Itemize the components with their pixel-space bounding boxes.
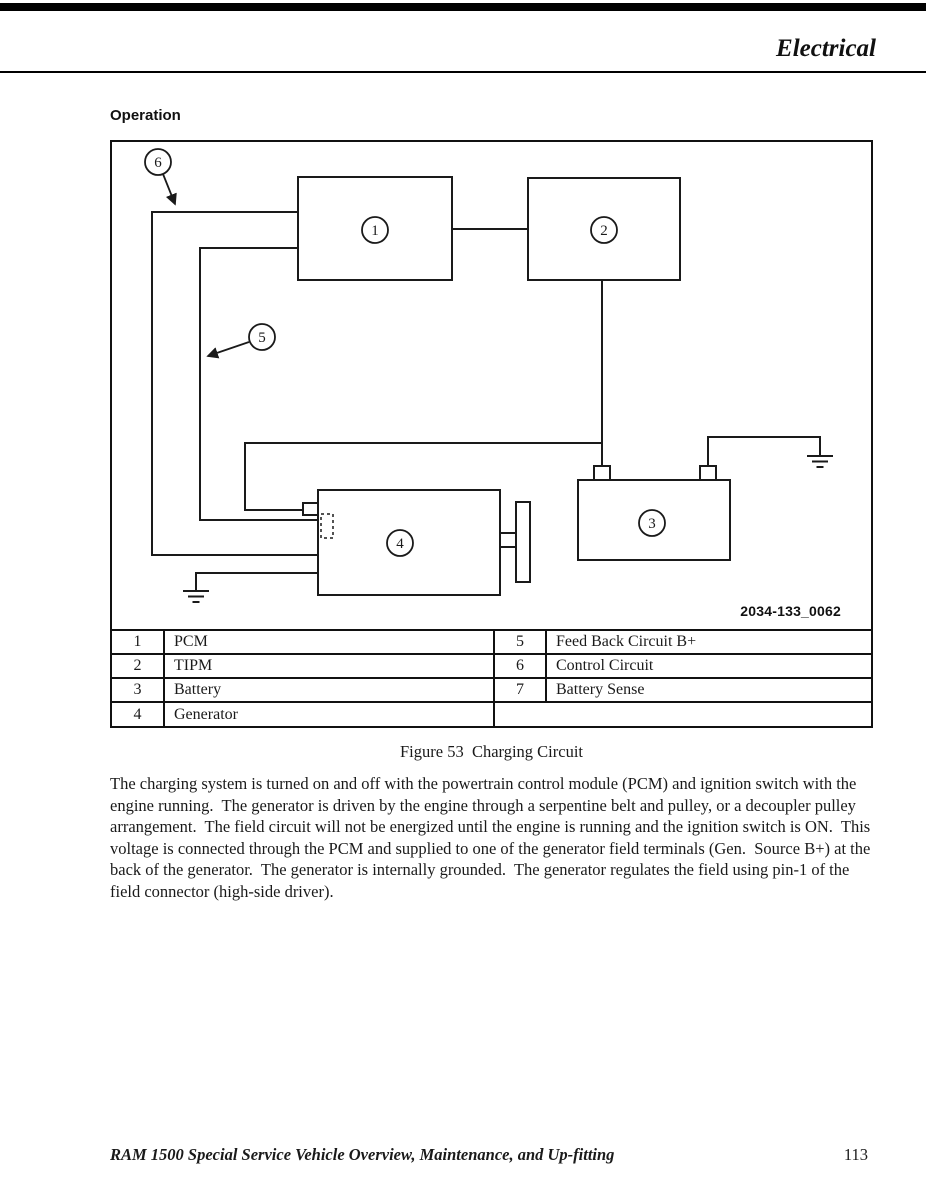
legend-num: 2 — [112, 654, 164, 678]
legend-row — [112, 678, 871, 702]
footer-title: RAM 1500 Special Service Vehicle Overview, Maintenance, and Up-fitting — [110, 1145, 615, 1164]
legend-label: Control Circuit — [546, 654, 871, 678]
ground-symbol-right — [807, 456, 833, 467]
charging-circuit-diagram — [112, 142, 871, 629]
legend-label-empty — [494, 702, 871, 726]
callout-5 — [249, 324, 275, 350]
legend-table — [112, 629, 871, 726]
drawing-code: 2034-133_0062 — [740, 603, 841, 619]
svg-text:1: 1 — [371, 223, 379, 239]
legend-label: TIPM — [164, 654, 494, 678]
control-circuit-wire — [152, 212, 318, 555]
legend-label: Generator — [164, 702, 494, 726]
callout-3 — [639, 510, 665, 536]
legend-num: 5 — [494, 630, 546, 654]
battery-sense-ground-wire — [708, 437, 820, 466]
circuit-diagram-svg — [112, 142, 871, 629]
legend-row — [112, 702, 871, 726]
callout-6 — [145, 149, 171, 175]
figure-box — [110, 140, 873, 728]
legend-num: 3 — [112, 678, 164, 702]
pulley-bar — [516, 502, 530, 582]
legend-row — [112, 654, 871, 678]
generator-ground-wire — [196, 573, 318, 591]
legend-num: 6 — [494, 654, 546, 678]
svg-text:6: 6 — [154, 155, 162, 171]
battery-terminal-right — [700, 466, 716, 480]
svg-text:5: 5 — [258, 330, 266, 346]
legend-row — [112, 630, 871, 654]
legend-label: PCM — [164, 630, 494, 654]
callout-6-arrow — [163, 174, 175, 204]
feedback-circuit-wire — [200, 248, 318, 520]
figure-caption: Figure 53 Charging Circuit — [399, 742, 583, 761]
legend-label: Battery — [164, 678, 494, 702]
chapter-title: Electrical — [776, 35, 876, 62]
callout-1 — [362, 217, 388, 243]
header-rule — [0, 71, 926, 73]
legend-label: Feed Back Circuit B+ — [546, 630, 871, 654]
callout-2 — [591, 217, 617, 243]
ground-symbol-left — [183, 591, 209, 602]
legend-num: 1 — [112, 630, 164, 654]
pulley-hub — [500, 533, 516, 547]
generator-connector — [303, 503, 318, 515]
callout-4 — [387, 530, 413, 556]
section-heading: Operation — [110, 107, 181, 124]
legend-label: Battery Sense — [546, 678, 871, 702]
svg-text:3: 3 — [648, 516, 656, 532]
battery-terminal-left — [594, 466, 610, 480]
legend-num: 7 — [494, 678, 546, 702]
top-rule — [0, 3, 926, 11]
page-number: 113 — [843, 1145, 868, 1164]
page-footer — [110, 1145, 868, 1165]
legend-num: 4 — [112, 702, 164, 726]
callout-5-arrow — [208, 342, 249, 356]
svg-text:2: 2 — [600, 223, 608, 239]
body-paragraph: The charging system is turned on and off with the powertrain control module (PCM) and ignition switch with the engine running. The generator is driven by the engine through a serpentine belt and pulley, or a decoupler pulley arrangement. The field circuit will not be energized until the engine is running and the ignition switch is ON. This voltage is connected through the PCM and supplied to one of the generator field terminals (Gen. Source B+) at the back of the generator. The generator is internally grounded. The generator regulates the field using pin-1 of the field connector (high-side driver). — [110, 774, 875, 901]
svg-text:4: 4 — [396, 536, 404, 552]
